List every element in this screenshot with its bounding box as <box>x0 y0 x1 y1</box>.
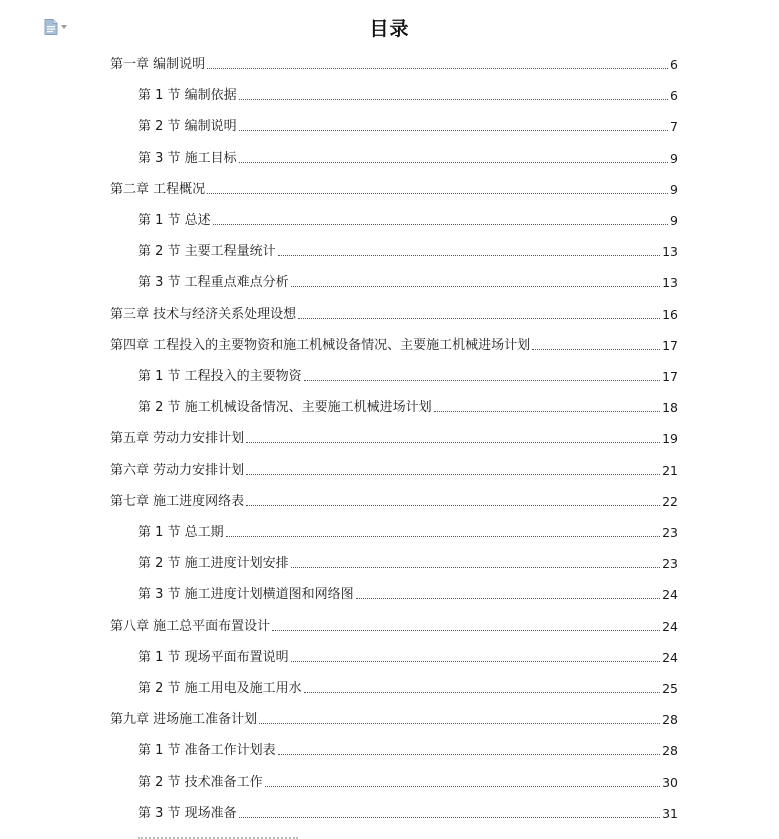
toc-entry-page: 24 <box>662 618 678 634</box>
dot-leader <box>304 692 660 693</box>
toc-entry-label: 第五章 劳动力安排计划 <box>110 431 245 447</box>
toc-entry-label: 第 1 节 工程投入的主要物资 <box>138 369 302 384</box>
toc-entry-label: 第 1 节 总述 <box>138 213 211 228</box>
toc-entry-page: 24 <box>662 649 678 665</box>
dot-leader <box>207 193 668 194</box>
dot-leader <box>291 567 660 568</box>
dot-leader <box>239 99 668 100</box>
toc-entry-label: 第 2 节 施工机械设备情况、主要施工机械进场计划 <box>138 400 432 416</box>
toc-entry-label: 第八章 施工总平面布置设计 <box>110 618 271 634</box>
toc-entry-page: 31 <box>662 805 678 821</box>
dot-leader <box>298 318 660 319</box>
toc-entry[interactable] <box>138 524 678 542</box>
toc-entry-label: 第 2 节 施工用电及施工用水 <box>138 681 302 696</box>
toc-entry[interactable] <box>110 306 678 324</box>
toc-entry-page: 9 <box>670 181 678 197</box>
toc-entry[interactable] <box>110 337 678 355</box>
toc-entry-label: 第九章 进场施工准备计划 <box>110 712 258 728</box>
toc-entry-label: 第 3 节 施工进度计划横道图和网络图 <box>138 587 354 603</box>
dot-leader <box>304 380 660 381</box>
toc-entry-page: 17 <box>662 337 678 353</box>
toc-entry[interactable] <box>110 181 678 199</box>
toc-entry[interactable] <box>138 243 678 261</box>
toc-entry-page: 19 <box>662 431 678 447</box>
toc-entry-label: 第 3 节 工程重点难点分析 <box>138 275 289 291</box>
dot-leader <box>291 286 660 287</box>
toc-entry-page: 7 <box>670 119 678 135</box>
toc-entry[interactable] <box>138 399 678 417</box>
toc-entry-label: 第 2 节 施工进度计划安排 <box>138 556 289 572</box>
toc-entry[interactable] <box>138 150 678 168</box>
toc-entry[interactable] <box>110 711 678 729</box>
toc-entry-label: 第六章 劳动力安排计划 <box>110 462 245 478</box>
dot-leader <box>272 630 660 631</box>
toc-entry-page: 21 <box>662 462 678 478</box>
toc-entry-page: 17 <box>662 369 678 384</box>
dot-leader <box>226 536 660 537</box>
toc-entry-page: 9 <box>670 150 678 166</box>
dot-leader <box>278 255 660 256</box>
dot-leader <box>207 68 668 69</box>
dot-leader <box>246 505 660 506</box>
toc-entry-page: 18 <box>662 400 678 416</box>
toc-entry-label: 第 1 节 现场平面布置说明 <box>138 649 289 665</box>
toc-entry[interactable] <box>138 649 678 667</box>
dot-leader <box>239 130 668 131</box>
toc-entry-page: 23 <box>662 556 678 572</box>
toc-entry-page: 6 <box>670 57 678 72</box>
toc-entry[interactable] <box>138 742 678 760</box>
clipped-entry <box>138 829 318 839</box>
dot-leader <box>532 349 660 350</box>
toc-entry-label: 第二章 工程概况 <box>110 181 206 197</box>
toc-entry[interactable] <box>138 118 678 136</box>
toc-entry[interactable] <box>138 774 678 792</box>
toc-entry-page: 6 <box>670 88 678 104</box>
dot-leader <box>213 224 668 225</box>
toc-entry-page: 13 <box>662 275 678 291</box>
toc-entry-page: 16 <box>662 306 678 322</box>
toc-entry-page: 25 <box>662 681 678 696</box>
toc-entry-page: 24 <box>662 587 678 603</box>
toc-entry[interactable] <box>138 87 678 105</box>
toc-entry-label: 第 2 节 主要工程量统计 <box>138 244 276 260</box>
toc-entry-label: 第 2 节 技术准备工作 <box>138 774 263 790</box>
toc-entry[interactable] <box>138 680 678 698</box>
toc-entry[interactable] <box>110 462 678 480</box>
toc-entry-label: 第 1 节 准备工作计划表 <box>138 743 276 759</box>
toc-entry-page: 30 <box>662 774 678 790</box>
toc-entry[interactable] <box>138 586 678 604</box>
toc-entry-label: 第四章 工程投入的主要物资和施工机械设备情况、主要施工机械进场计划 <box>110 337 531 353</box>
dot-leader <box>356 598 660 599</box>
toc-entry-label: 第七章 施工进度网络表 <box>110 493 245 509</box>
toc-entry-page: 28 <box>662 712 678 728</box>
toc-entry[interactable] <box>138 212 678 230</box>
toc-entry-page: 22 <box>662 493 678 509</box>
toc-entry-label: 第 2 节 编制说明 <box>138 119 237 135</box>
page-title: 目录 <box>369 18 410 40</box>
dot-leader <box>239 162 668 163</box>
dot-leader <box>259 723 660 724</box>
toc-entry-page: 9 <box>670 213 678 228</box>
dot-leader <box>434 411 660 412</box>
toc-entry-page: 28 <box>662 743 678 759</box>
toc-entry[interactable] <box>138 274 678 292</box>
toc-entry[interactable] <box>110 56 678 74</box>
toc-entry-label: 第 1 节 编制依据 <box>138 88 237 104</box>
toc-entry[interactable] <box>138 805 678 823</box>
dot-leader <box>278 754 660 755</box>
toc-entry[interactable] <box>110 430 678 448</box>
toc-entry-label: 第 3 节 施工目标 <box>138 150 237 166</box>
toc-entry[interactable] <box>138 555 678 573</box>
toc-entry[interactable] <box>138 368 678 386</box>
toc-entry[interactable] <box>110 618 678 636</box>
toc-entry-page: 23 <box>662 525 678 540</box>
toc-entry-label: 第三章 技术与经济关系处理设想 <box>110 306 297 322</box>
dot-leader <box>239 817 660 818</box>
toc-entry-label: 第 1 节 总工期 <box>138 525 224 540</box>
dot-leader <box>265 786 660 787</box>
dot-leader <box>291 661 660 662</box>
dot-leader <box>246 442 660 443</box>
toc-entry-label: 第一章 编制说明 <box>110 57 206 72</box>
dot-leader <box>246 474 660 475</box>
toc-entry[interactable] <box>110 493 678 511</box>
toc-entry-page: 13 <box>662 244 678 260</box>
toc-entry-label: 第 3 节 现场准备 <box>138 805 237 821</box>
